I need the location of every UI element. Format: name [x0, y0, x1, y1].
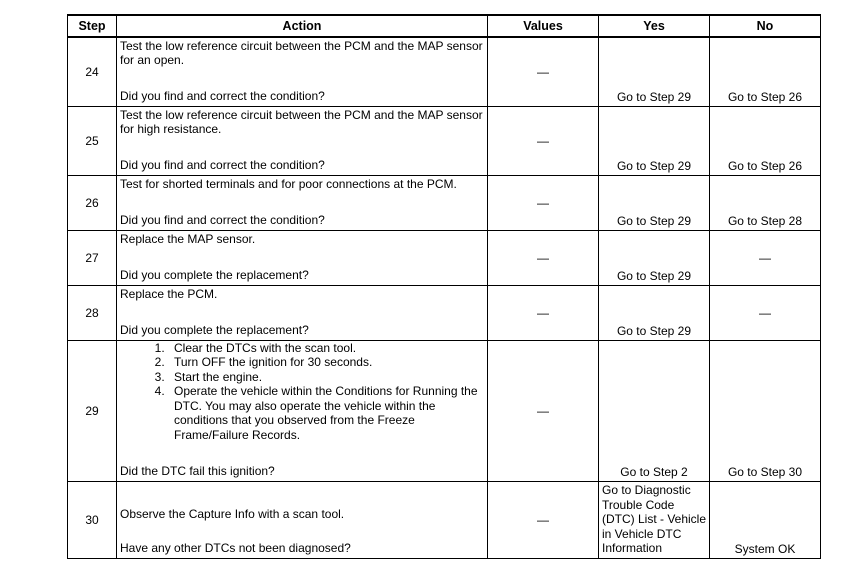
yes-link-text[interactable]: Go to Diagnostic Trouble Code (DTC) List - Vehicle in Vehicle DTC Information	[602, 483, 707, 555]
action-text: Replace the PCM.	[120, 286, 218, 301]
header-values: Values	[488, 15, 599, 37]
action-question: Did you find and correct the condition?	[120, 212, 325, 227]
no-link[interactable]: Go to Step 30	[710, 340, 821, 481]
values-cell: —	[488, 37, 599, 106]
action-cell	[117, 230, 488, 285]
header-yes: Yes	[599, 15, 710, 37]
yes-link[interactable]: Go to Step 2	[599, 340, 710, 481]
list-item: 2. Turn OFF the ignition for 30 seconds.	[168, 355, 485, 370]
diagnostic-table	[67, 14, 821, 559]
yes-link[interactable]: Go to Step 29	[599, 106, 710, 175]
action-question: Did you complete the replacement?	[120, 267, 309, 282]
no-cell: —	[710, 230, 821, 285]
action-text: Test the low reference circuit between the PCM and the MAP sensor for high resistance.	[120, 107, 483, 136]
table-row	[68, 230, 821, 285]
step-number: 24	[68, 37, 117, 106]
action-cell	[117, 481, 488, 558]
action-cell	[117, 106, 488, 175]
step-number: 26	[68, 175, 117, 230]
table-row	[68, 106, 821, 175]
values-cell: —	[488, 481, 599, 558]
action-text: Replace the MAP sensor.	[120, 231, 256, 246]
action-cell	[117, 285, 488, 340]
action-question: Did the DTC fail this ignition?	[120, 463, 275, 478]
step-number: 25	[68, 106, 117, 175]
values-cell: —	[488, 340, 599, 481]
yes-link[interactable]: Go to Step 29	[599, 285, 710, 340]
step-number: 29	[68, 340, 117, 481]
no-outcome: System OK	[710, 481, 821, 558]
action-cell	[117, 37, 488, 106]
yes-link[interactable]: Go to Step 29	[599, 230, 710, 285]
no-link[interactable]: Go to Step 26	[710, 106, 821, 175]
header-action: Action	[117, 15, 488, 37]
table-row	[68, 340, 821, 481]
action-text: Test the low reference circuit between the PCM and the MAP sensor for an open.	[120, 39, 483, 67]
table-row	[68, 285, 821, 340]
values-cell: —	[488, 230, 599, 285]
no-link[interactable]: Go to Step 28	[710, 175, 821, 230]
table-row	[68, 37, 821, 106]
table-header-row	[68, 15, 821, 37]
action-text: Test for shorted terminals and for poor connections at the PCM.	[120, 176, 457, 191]
action-cell	[117, 175, 488, 230]
step-number: 28	[68, 285, 117, 340]
yes-link[interactable]	[599, 481, 710, 558]
step-number: 27	[68, 230, 117, 285]
action-cell	[117, 340, 488, 481]
yes-link[interactable]: Go to Step 29	[599, 37, 710, 106]
action-question: Did you complete the replacement?	[120, 322, 309, 337]
values-cell: —	[488, 285, 599, 340]
step-number: 30	[68, 481, 117, 558]
action-text: Observe the Capture Info with a scan tool.	[120, 506, 345, 521]
action-question: Did you find and correct the condition?	[120, 89, 325, 103]
action-question: Did you find and correct the condition?	[120, 157, 325, 172]
action-question: Have any other DTCs not been diagnosed?	[120, 540, 351, 555]
list-item: 3. Start the engine.	[168, 370, 485, 385]
table-row	[68, 175, 821, 230]
values-cell: —	[488, 106, 599, 175]
no-link[interactable]: Go to Step 26	[710, 37, 821, 106]
header-no: No	[710, 15, 821, 37]
no-cell: —	[710, 285, 821, 340]
yes-link[interactable]: Go to Step 29	[599, 175, 710, 230]
values-cell: —	[488, 175, 599, 230]
header-step: Step	[68, 15, 117, 37]
list-item: 1. Clear the DTCs with the scan tool.	[168, 341, 485, 356]
list-item: 4. Operate the vehicle within the Conditions for Running the DTC. You may also operate the vehicle within the conditions that you observed from the Freeze Frame/Failure Records.	[168, 384, 485, 442]
action-steps-list	[120, 341, 485, 443]
table-row	[68, 481, 821, 558]
